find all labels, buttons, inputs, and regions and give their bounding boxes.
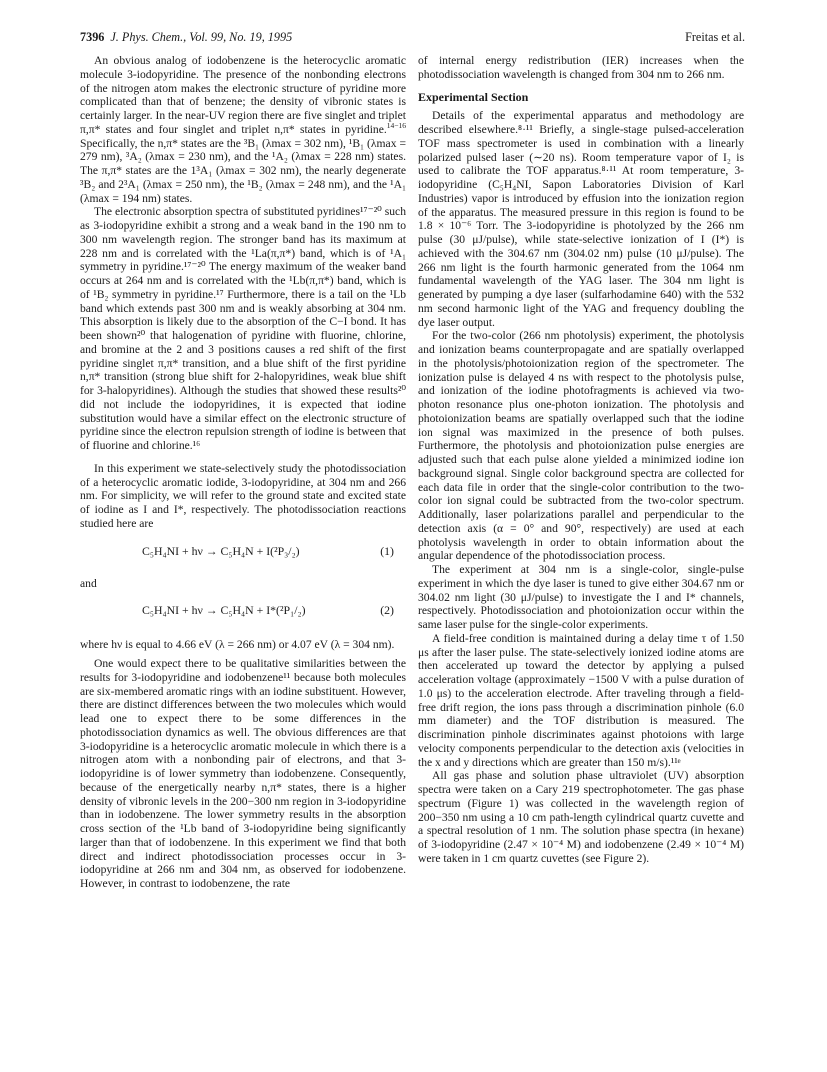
journal-citation: J. Phys. Chem., Vol. 99, No. 19, 1995	[110, 30, 293, 44]
paragraph-photon-energy: where hν is equal to 4.66 eV (λ = 266 nm) or 4.07 eV (λ = 304 nm).	[80, 638, 395, 652]
equation-2	[80, 590, 406, 630]
paragraph-absorption-spectra: The electronic absorption spectra of substituted pyridines¹⁷⁻²⁰ such as 3-iodopyridine exhibit a strong and a weak band in the 190 nm to 300 nm wavelength region. The stronger band has its maximum at 228 nm and is correlated with the ¹La(π,π*) band, which is of ¹A₁ symmetry in pyridine.¹⁷⁻²⁰ The energy maximum of the weaker band occurs at 264 nm and is correlated with the ¹Lb(π,π*) band, which is of ¹B₂ symmetry in pyridine.¹⁷ Furthermore, there is a tail on the ¹Lb band which extends past 300 nm and is weakly absorbing at 304 nm. This absorption is likely due to the absorption of the C−I bond. It has been shown²⁰ that halogenation of pyridine with fluorine, chlorine, and bromine at the 2 and 3 positions causes a red shift of the first pyridine singlet π,π* transition, and a blue shift of the first pyridine n,π* transition (strong blue shift for 2-halopyridines, weak blue shift for 3-halopyridines). Although the studies that showed these results²⁰ did not include the iodopyridines, it is expected that iodine substitution would have a similar effect on the electronic structure of pyridine since the electron repulsion strength of iodine is between that of fluorine and chlorine.¹⁶	[80, 205, 406, 452]
equation-1	[80, 531, 406, 571]
paragraph-continuation: of internal energy redistribution (IER) increases when the photodissociation wavelength is changed from 304 nm to 266 nm.	[418, 54, 744, 81]
paragraph-uv-spectra: All gas phase and solution phase ultraviolet (UV) absorption spectra were taken on a Cary 219 spectrophotometer. The gas phase spectrum (Figure 1) was collected in the wavelength region of 200−350 nm using a 10 cm path-length cylindrical quartz cuvette and a spectral resolution of 1 nm. The solution phase spectra (in hexane) of 3-iodopyridine (2.47 × 10⁻⁴ M) and iodobenzene (2.49 × 10⁻⁴ M) were taken in 1 cm quartz cuvettes (see Figure 2).	[418, 769, 744, 865]
paragraph-intro: An obvious analog of iodobenzene is the heterocyclic aromatic molecule 3-iodopyridine. The presence of the nonbonding electrons of the nitrogen atom makes the electronic structure of pyridine more complicated than that of benzene; the density of vibronic states is certainly larger. In the near-UV region there are five singlet and triplet π,π* states and four singlet and triplet n,π* states in pyridine.$^{14-16}$ Specifically, the n,π* states are the ³B₁ (λmax = 302 nm), ¹B₁ (λmax = 279 nm), ³A₂ (λmax = 230 nm), and the ¹A₂ (λmax = 228 nm) states. The π,π* states are the 1³A₁ (λmax = 302 nm), the nearly degenerate ³B₂ and 2³A₁ (λmax = 250 nm), the ¹B₂ (λmax = 248 nm), and the ¹A₁ (λmax = 194 nm) states.	[80, 54, 406, 205]
paragraph-single-color: The experiment at 304 nm is a single-color, single-pulse experiment in which the dye laser is tuned to give either 304.67 nm or 304.02 nm light (30 μJ/pulse) to investigate the I and I* channels, respectively. Photodissociation and photoionization occur within the same laser pulse for the single-color experiments.	[418, 563, 744, 631]
left-column	[80, 54, 406, 891]
paragraph-experiment-aim: In this experiment we state-selectively study the photodissociation of a heterocyclic aromatic iodide, 3-iodopyridine, at 304 nm and 266 nm. For simplicity, we will refer to the ground state and excited state of iodine as I and I*, respectively. The photodissociation reactions studied here are	[80, 461, 406, 530]
equation-1-number: (1)	[380, 543, 394, 558]
conjunction-and: and	[80, 576, 97, 590]
equation-2-number: (2)	[380, 603, 394, 618]
paragraph-comparison: One would expect there to be qualitative similarities between the results for 3-iodopyridine and iodobenzene¹¹ because both molecules are six-membered aromatic rings with an iodine substituent. However, there are distinct differences between the two molecules which would lead one to expect there to be some differences in the photodissociation dynamics as well. The obvious differences are that 3-iodopyridine is a heterocyclic aromatic molecule in which there is a nitrogen atom with a nonbonding pair of electrons, and that 3-iodopyridine is of lower symmetry than iodobenzene. Consequently, because of the energetically nearby n,π* states, there is a higher density of vibronic levels in the 200−300 nm region in 3-iodopyridine than in iodobenzene. The lower symmetry results in the absorption cross section of the ¹Lb band of 3-iodopyridine being significantly larger than that of iodobenzene. In this experiment we find that both direct and indirect photodissociation processes occur in 3-iodopyridine at 266 nm and 304 nm, as observed for iodobenzene. However, in contrast to iodobenzene, the rate	[80, 657, 407, 890]
reference-marker: 14−16	[386, 120, 406, 130]
paragraph-two-color: For the two-color (266 nm photolysis) experiment, the photolysis and ionization beams counterpropagate and are spatially overlapped in the photolysis/photoionization region of the spectrometer. The ionization pulse is delayed 4 ns with respect to the photolysis pulse, and ionization of the iodine photofragments is achieved via two-photon resonance plus one-photon ionization. The photolysis and photoionization beams are spatially overlapped such that the iodine ion signal was maximized in the presence of both pulses. Furthermore, the photolysis and photoionization pulse energies are adjusted such that each pulse alone yielded a minimized iodine ion background signal. Single color background spectra are collected for each data file in order that the single-color contribution to the two-color ion signal could be subtracted from the two-color spectrum. Additionally, laser polarizations parallel and perpendicular to the detection axis (α = 0° and 90°, respectively) are used at each photolysis wavelength in order to obtain information about the angular dependence of the photodissociation process.	[418, 329, 744, 563]
paragraph-field-free: A field-free condition is maintained during a delay time τ of 1.50 μs after the laser pulse. The state-selectively ionized iodine atoms are then accelerated up toward the detector by applying a pulsed acceleration voltage (approximately −1500 V with a pulse duration of 1.0 μs) to the acceleration electrode. After traveling through a field-free drift region, the ions pass through a discrimination pinhole (6.0 mm diameter) and the TOF distribution is measured. The discrimination pinhole discriminates against photoions with large velocity components perpendicular to the detection axis (velocities in the x and y directions which are greater than 150 m/s).¹¹ᵉ	[418, 631, 744, 769]
equation-1-formula: C₅H₄NI + hν → C₅H₄N + I(²P₃/₂)	[142, 543, 300, 558]
page-number: 7396	[80, 30, 105, 44]
equation-2-formula: C₅H₄NI + hν → C₅H₄N + I*(²P₁/₂)	[142, 603, 306, 618]
section-heading-experimental: Experimental Section	[418, 89, 529, 104]
running-header-authors: Freitas et al.	[685, 30, 745, 44]
paragraph-apparatus: Details of the experimental apparatus and methodology are described elsewhere.⁸·¹¹ Briefly, a single-stage pulsed-acceleration TOF mass spectrometer is used in combination with a linearly polarized pulsed laser (∼20 ns). Room temperature vapor of I₂ is used to calibrate the TOF apparatus.⁸·¹¹ At room temperature, 3-iodopyridine (C₅H₄NI, Sapon Laboratories Division of Karl Industries) vapor is introduced by effusion into the ionization region of the apparatus. The measured pressure in this region is found to be 1.8 × 10⁻⁶ Torr. The 3-iodopyridine is photolyzed by the 266 nm pulse (30 μJ/pulse), while state-selective ionization of I (I*) is achieved with the 304.67 nm (304.02 nm) pulse (10 μJ/pulse). The 266 nm light is the fourth harmonic generated from the 1064 nm fundamental wavelength of the YAG laser. The 304 nm light is generated by pumping a dye laser (sulfarhodamine 640) with the 532 nm second harmonic light of the YAG and frequency doubling the dye laser output.	[418, 109, 744, 329]
right-column	[418, 54, 744, 866]
running-header-left	[80, 30, 292, 45]
